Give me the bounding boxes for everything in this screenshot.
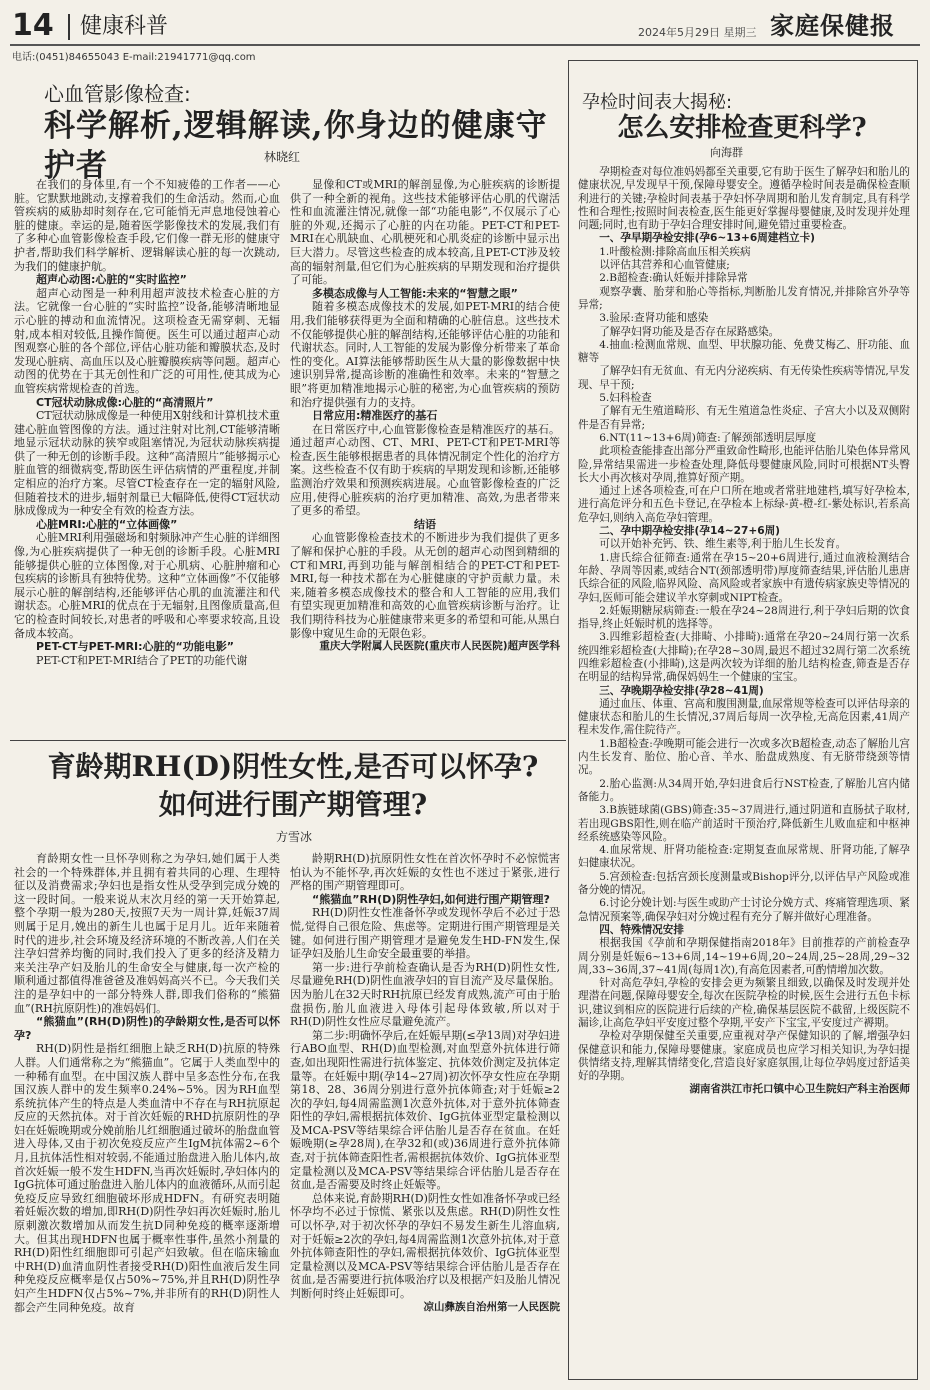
- paragraph: 随着多模态成像技术的发展,如PET-MRI的结合使用,我们能够获得更为全面和精确的心脏信息。这些技术不仅能够提供心脏的解剖结构,还能够评估心脏的功能和代谢状态。同时,人工智能的发展为影像分析带来了革命性的变化。AI算法能够帮助医生从大量的影像数据中快速识别异常,提高诊断的准确性和效率。未来的“智慧之眼”将更加精准地揭示心脏的秘密,为心血管疾病的预防和治疗提供强有力的支持。: [290, 300, 560, 409]
- subheading: 结语: [414, 517, 436, 531]
- article3-body: [578, 166, 910, 1374]
- paragraph: 了解孕妇有无贫血、有无内分泌疾病、有无传染性疾病等情况,早发现、早干预;: [578, 365, 910, 391]
- paragraph: 4.血尿常规、肝肾功能检查:定期复查血尿常规、肝肾功能,了解孕妇健康状况。: [578, 844, 910, 870]
- subheading: PET-CT与PET-MRI:心脏的“功能电影”: [36, 640, 234, 654]
- subheading: 二、孕中期孕检安排(孕14~27+6周): [599, 525, 781, 538]
- paragraph: 在日常医疗中,心血管影像检查是精准医疗的基石。通过超声心动图、CT、MRI、PET-CT和PET-MRI等检查,医生能够根据患者的具体情况制定个性化的治疗方案。这些检查不仅有助于疾病的早期发现和诊断,还能够监测治疗效果和预测疾病进展。心血管影像检查的广泛应用,使得心脏疾病的治疗更加精准、高效,为患者带来了更多的希望。: [290, 422, 560, 518]
- paragraph: 显像和CT或MRI的解剖显像,为心脏疾病的诊断提供了一种全新的视角。这些技术能够评估心肌的代谢活性和血流灌注情况,就像一部“功能电影”,不仅展示了心脏的外观,还揭示了心脏的内在功能。PET-CT和PET-MRI在心肌缺血、心肌梗死和心肌炎症的诊断中显示出巨大潜力。尽管这些检查的成本较高,且PET-CT涉及较高的辐射剂量,但它们为心脏疾病的早期发现和治疗提供了可能。: [290, 178, 560, 287]
- subheading: 日常应用:精准医疗的基石: [312, 409, 438, 423]
- paragraph: 2.胎心监测:从34周开始,孕妇进食后行NST检查,了解胎儿宫内储备能力。: [578, 777, 910, 803]
- paragraph: 1.B超检查:孕晚期可能会进行一次或多次B超检查,动态了解胎儿宫内生长发育、胎位、胎心音、羊水、胎盘成熟度、有无脐带绕颈等情况。: [578, 737, 910, 777]
- paragraph: 了解孕妇肾功能及是否存在尿路感染。: [599, 325, 780, 338]
- subheading: 一、孕早期孕检安排(孕6~13+6周建档立卡): [599, 232, 816, 245]
- article2-column-1: [14, 852, 280, 1382]
- subheading: “熊猫血”RH(D)阴性孕妇,如何进行围产期管理?: [312, 892, 550, 906]
- masthead: [10, 8, 920, 46]
- paragraph: 3.四维彩超检查(大排畸、小排畸):通常在孕20~24周行第一次系统四维彩超检查(大排畸);在孕28~30周,最迟不超过32周行第二次系统四维彩超检查(小排畸),这是两次较为详细的胎儿结构检查,筛查是否存在明显的结构异常,确保妈妈生一个健康的宝宝。: [578, 631, 910, 684]
- article1-column-2: [290, 178, 560, 738]
- paragraph: 超声心动图是一种利用超声波技术检查心脏的方法。它就像一台心脏的“实时监控”设备,能够清晰地显示心脏的搏动和血流情况。这项检查无需穿刺、无辐射,成本相对较低,且操作简便。医生可以通过超声心动图观察心脏的各个部位,评估心脏功能和瓣膜状态,及时发现心脏病、高血压以及心脏瓣膜疾病等问题。超声心动图的优势在于其无创性和广泛的可用性,使其成为心血管疾病常规检查的首选。: [14, 286, 280, 395]
- contact-line: 电话:(0451)84655043 E-mail:21941771@qq.com: [12, 52, 256, 63]
- article2-title: [20, 748, 566, 824]
- article1-kicker: 心血管影像检查:: [44, 82, 191, 106]
- article2-title-line2: 如何进行围产期管理?: [158, 788, 428, 821]
- paragraph: 6.NT(11~13+6周)筛查:了解颈部透明层厚度: [599, 431, 817, 444]
- paragraph: 孕检对孕期保健至关重要,应重视对孕产保健知识的了解,增强孕妇保健意识和能力,保障母婴健康。家庭成员也应学习相关知识,为孕妇提供情绪支持,理解其情绪变化,营造良好家庭氛围,让每位孕妈度过舒适美好的孕期。: [578, 1030, 910, 1083]
- source-credit: 湖南省洪江市托口镇中心卫生院妇产科主治医师: [689, 1083, 910, 1096]
- paragraph: 心血管影像检查技术的不断进步为我们提供了更多了解和保护心脏的手段。从无创的超声心动图到精细的CT和MRI,再到功能与解剖相结合的PET-CT和PET-MRI,每一种技术都在为心脏健康的守护贡献力量。未来,随着多模态成像技术的整合和人工智能的应用,我们有望实现更加精准和高效的心血管疾病诊断与治疗。让我们期待科技为心脏健康带来更多的希望和可能,从黑白影像中窥见生命的无限色彩。: [290, 531, 560, 640]
- paragraph: 1.叶酸检测:排除高血压相关疾病: [599, 245, 751, 258]
- paragraph: 心脏MRI利用强磁场和射频脉冲产生心脏的详细图像,为心脏疾病提供了一种无创的诊断手段。心脏MRI能够提供心脏的立体图像,对于心肌病、心脏肿瘤和心包疾病的诊断具有独特优势。这种“立体画像”不仅能够展示心脏的解剖结构,还能够评估心肌的血流灌注和代谢状态。心脏MRI的优点在于无辐射,且图像质量高,但它的检查时间较长,对患者的呼吸和心率要求较高,且设备成本较高。: [14, 531, 280, 640]
- paragraph: 第一步:进行孕前检查确认是否为RH(D)阴性女性,尽量避免RH(D)阴性血液孕妇的盲目流产及尽量保胎。因为胎儿在32天时RH抗原已经发育成熟,流产可由于胎盘损伤,胎儿血液进入母体引起母体致敏,所以对于RH(D)阴性女性应尽量避免流产。: [290, 960, 560, 1029]
- article1-column-1: [14, 178, 280, 738]
- paragraph: 此项检查能排查出部分严重致命性畸形,也能评估胎儿染色体异常风险,异常结果需进一步检查处理,降低母婴健康风险,同时可根据NT头臀长大小再次核对孕周,推算好预产期。: [578, 445, 910, 484]
- article3-title: 怎么安排检查更科学?: [617, 113, 867, 143]
- subheading: “熊猫血”(RH(D)阴性)的孕龄期女性,是否可以怀孕?: [14, 1015, 280, 1042]
- paragraph: 龄期RH(D)抗原阴性女性在首次怀孕时不必惊慌害怕认为不能怀孕,再次妊娠的女性也不迷过于紧张,进行严格的围产期管理即可。: [290, 852, 560, 893]
- subheading: CT冠状动脉成像:心脏的“高清照片”: [36, 395, 214, 409]
- paragraph: 4.抽血:检测血常规、血型、甲状腺功能、免费艾梅乙、肝功能、血糖等: [578, 338, 910, 365]
- paragraph: 2.妊娠期糖尿病筛查:一般在孕24~28周进行,利于孕妇后期的饮食指导,终止妊娠时机的选择等。: [578, 604, 910, 631]
- subheading: 超声心动图:心脏的“实时监控”: [36, 273, 187, 287]
- page-number: 14: [12, 8, 54, 43]
- paragraph: 孕期检查对每位准妈妈都至关重要,它有助于医生了解孕妇和胎儿的健康状况,早发现早干预,保障母婴安全。遵循孕检时间表是确保检查顺利进行的关键;孕检时间表基于孕妇怀孕周期和胎儿发育制定,具有科学性和合理性;按照时间表检查,医生能更好掌握母婴健康,及时发现并处理问题;同时,也有助于孕妇合理安排时间,避免错过重要检查。: [578, 166, 910, 232]
- subheading: 三、孕晚期孕检安排(孕28~41周): [599, 684, 764, 697]
- paragraph: 5.妇科检查: [599, 392, 652, 405]
- paragraph: 育龄期女性一旦怀孕则称之为孕妇,她们属于人类社会的一个特殊群体,并且拥有着共同的心理、生理特征以及消费需求;孕妇也是指女性从受孕到完成分娩的这一段时间。一般来说从末次月经的第一天开始算起,整个孕期一般为280天,按照7天为一周计算,妊娠37周则属于足月,娩出的新生儿也属于足月儿。近年来随着时代的进步,社会环境及经济环境的不断改善,人们在关注孕妇营养均衡的同时,我们投入了更多的经济及精力来关注孕产妇及胎儿的生命安全与健康,每一次产检的顺利通过都值得准爸爸及准妈妈高兴不已。今天我们关注的是孕妇中的一部分特殊人群,即我们俗称的“熊猫血”(RH抗原阴性)的准妈妈们。: [14, 852, 280, 1015]
- divider: [68, 14, 70, 40]
- subheading: 心脏MRI:心脏的“立体画像”: [36, 517, 178, 531]
- paragraph: 3.验尿:查肾功能和感染: [599, 312, 709, 325]
- paragraph: CT冠状动脉成像是一种使用X射线和计算机技术重建心脏血管图像的方法。通过注射对比剂,CT能够清晰地显示冠状动脉的狭窄或阻塞情况,为冠状动脉疾病提供了一种无创的诊断手段。这种“高清照片”能够揭示心脏血管的细微病变,帮助医生评估病情的严重程度,并制定相应的治疗方案。尽管CT检查存在一定的辐射风险,但随着技术的进步,辐射剂量已大幅降低,使得CT冠状动脉成像成为一种安全有效的检查方法。: [14, 409, 280, 518]
- subheading: 多模态成像与人工智能:未来的“智慧之眼”: [312, 286, 518, 300]
- paragraph: 6.讨论分娩计划:与医生或助产士讨论分娩方式、疼痛管理选项、紧急情况预案等,确保孕妇对分娩过程有充分了解并做好心理准备。: [578, 897, 910, 923]
- paragraph: RH(D)阴性女性准备怀孕或发现怀孕后不必过于恐慌,觉得自己很危险、焦虑等。定期进行围产期管理是关键。如何进行围产期管理才是避免发生HD-FN发生,保证孕妇及胎儿生命安全最重要的举措。: [290, 906, 560, 961]
- paragraph: 在我们的身体里,有一个不知疲倦的工作者——心脏。它默默地跳动,支撑着我们的生命活动。然而,心血管疾病的威胁却时刻存在,它可能悄无声息地侵蚀着心脏的健康。幸运的是,随着医学影像技术的发展,我们有了多种心血管影像检查手段,它们像一群无形的健康守护者,帮助我们科学解析、逻辑解读心脏的每一次跳动,为我们的健康护航。: [14, 178, 280, 273]
- article3-author: 向海群: [710, 146, 743, 159]
- paragraph: 1.唐氏综合征筛查:通常在孕15~20+6周进行,通过血液检测结合年龄、孕周等因素,或结合NT(颈部透明带)厚度筛查结果,评估胎儿患唐氏综合征的风险,临界风险、高风险或者家族中有遗传病家族史等情况的孕妇,医师可能会建议羊水穿刺或NIPT检查。: [578, 551, 910, 604]
- article1-author: 林晓红: [264, 150, 301, 164]
- article2-title-line1: 育龄期RH(D)阴性女性,是否可以怀孕?: [47, 750, 539, 783]
- paragraph: 5.宫颈检查:包括宫颈长度测量或Bishop评分,以评估早产风险或准备分娩的情况。: [578, 870, 910, 897]
- paragraph: 针对高危孕妇,孕检的安排会更为频繁且细致,以确保及时发现并处理潜在问题,保障母婴安全,每次在医院孕检的时候,医生会进行五色卡标识,建议到相应的医院进行后续的产检,确保基层医院不截留,上级医院不漏诊,让高危孕妇平安度过整个孕期,平安产下宝宝,平安度过产褥期。: [578, 977, 910, 1029]
- article1-title: 科学解析,逻辑解读,你身边的健康守护者: [44, 108, 548, 184]
- paragraph: 根据我国《孕前和孕期保健指南2018年》目前推荐的产前检查孕周分别是妊娠6~13+6周,14~19+6周,20~24周,25~28周,29~32周,33~36周,37~41周(每周1次),有高危因素者,可酌情增加次数。: [578, 937, 910, 976]
- source-credit: 凉山彝族自治州第一人民医院: [423, 1300, 560, 1313]
- paragraph: 可以开始补充钙、铁、维生素等,利于胎儿生长发育。: [599, 538, 847, 551]
- paragraph: 第二步:明确怀孕后,在妊娠早期(≤孕13周)对孕妇进行ABO血型、RH(D)血型检测,对血型意外抗体进行筛查,如出现阳性需进行抗体鉴定、抗体效价测定及抗体定量等。在妊娠中期(孕14~27周)初次怀孕女性应在孕期第18、28、36周分别进行意外抗体筛查;对于妊娠≥2次的孕妇,每4周需监测1次意外抗体,对于意外抗体筛查阳性的孕妇,需根据抗体效价、IgG抗体亚型定量检测以及MCA-PSV等结果综合评估胎儿是否存在贫血。在妊娠晚期(≥孕28周),在孕32和(或)36周进行意外抗体筛查,对于抗体筛查阳性者,需根据抗体效价、IgG抗体亚型定量检测以及MCA-PSV等结果综合评估胎儿是否存在贫血,是否需要及时终止妊娠等。: [290, 1028, 560, 1192]
- newspaper-brand: 家庭保健报: [770, 11, 895, 40]
- paragraph: 通过上述各项检查,可在户口所在地或者常驻地建档,填写好孕检本,进行高危评分和五色卡登记,在孕检本上标绿-黄-橙-红-紫处标识,若系高危孕妇,则纳入高危孕妇管理。: [578, 485, 910, 524]
- subheading: 四、特殊情况安排: [599, 923, 684, 936]
- article2-column-2: [290, 852, 560, 1382]
- paragraph: 以评估其营养和心血管健康;: [599, 259, 730, 272]
- paragraph: 总体来说,育龄期RH(D)阴性女性如准备怀孕或已经怀孕均不必过于惊慌、紧张以及焦虑。RH(D)阴性女性可以怀孕,对于初次怀孕的孕妇不易发生新生儿溶血病,对于妊娠≥2次的孕妇,每4周需监测1次意外抗体,对于意外抗体筛查阳性的孕妇,需根据抗体效价、IgG抗体亚型定量检测以及MCA-PSV等结果综合评估胎儿是否存在贫血,是否需要进行抗体吸治疗以及根据产妇及胎儿情况判断何时终止妊娠即可。: [290, 1191, 560, 1300]
- paragraph: 观察孕囊、胎芽和胎心等指标,判断胎儿发育情况,并排除宫外孕等异常;: [578, 285, 910, 311]
- paragraph: 3.B族链球菌(GBS)筛查:35~37周进行,通过阴道和直肠拭子取材,若出现GBS阳性,则在临产前适时干预治疗,降低新生儿败血症和中枢神经系统感染等风险。: [578, 804, 910, 843]
- source-credit: 重庆大学附属人民医院(重庆市人民医院)超声医学科: [319, 640, 560, 653]
- paragraph: RH(D)阴性是指红细胞上缺乏RH(D)抗原的特殊人群。人们通常称之为“熊猫血”。它属于人类血型中的一种稀有血型。在中国汉族人群中呈多态性分布,在我国汉族人群中的发生频率0.24%~5%。因为RH血型系统抗体产生的特点是人类血清中不存在与RH抗原起反应的天然抗体。对于首次妊娠的RHD抗原阴性的孕妇在妊娠晚期或分娩前胎儿红细胞通过破坏的胎盘血管进入母体,又由于初次免疫反应产生IgM抗体需2~6个月,且抗体活性相对较弱,不能通过胎盘进入胎儿体内,故首次妊娠一般不发生HDFN,当再次妊娠时,孕妇体内的IgG抗体可通过胎盘进入胎儿体内的血液循环,从而引起免疫反应导致红细胞破坏形成HDFN。有研究表明随着妊娠次数的增加,即RH(D)阴性孕妇再次妊娠时,胎儿原刺激次数增加从而发生抗D同种免疫的概率逐渐增大。但其出现HDFN也属于概率性事件,虽然小剂量的RH(D)阳性红细胞即可引起产妇致敏。但在临床输血中RH(D)血清血阴性者接受RH(D)阳性血液后发生同种免疫反应概率是仅占50%~75%,并且RH(D)阴性孕妇产生HDFN仅占5%~7%,并非所有的RH(D)阴性人都会产生同种免疫。故育: [14, 1042, 280, 1314]
- paragraph: PET-CT和PET-MRI结合了PET的功能代谢: [36, 653, 248, 667]
- issue-date: 2024年5月29日 星期三: [638, 26, 757, 39]
- paragraph: 通过血压、体重、宫高和腹围测量,血尿常规等检查可以评估母亲的健康状态和胎儿的生长情况,37周后每周一次孕检,无高危因素,41周产程未发作,需住院待产。: [578, 697, 910, 737]
- paragraph: 2.B超检查:确认妊娠并排除异常: [599, 272, 748, 285]
- paragraph: 了解有无生殖道畸形、有无生殖道急性炎症、子宫大小以及双侧附件是否有异常;: [578, 405, 910, 431]
- article2-author: 方雪冰: [276, 830, 313, 844]
- section-name: 健康科普: [80, 14, 169, 39]
- article3-kicker: 孕检时间表大揭秘:: [582, 92, 733, 113]
- section-rule: [10, 740, 566, 741]
